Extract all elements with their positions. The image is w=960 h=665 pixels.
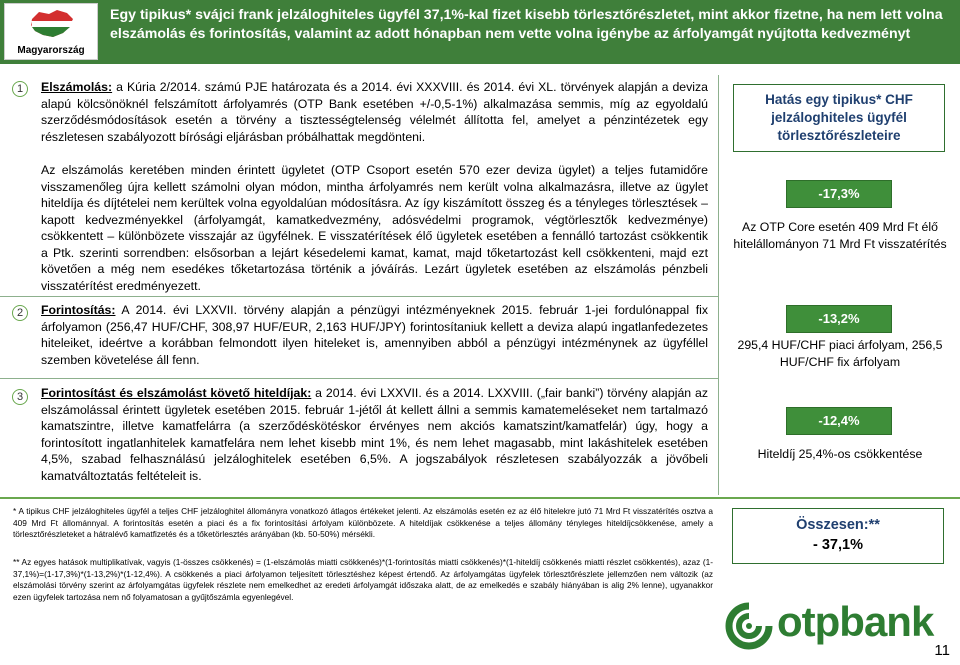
section-2-text xyxy=(41,302,708,368)
section-3-label: Forintosítást és elszámolást követő hiteldíjak: xyxy=(41,386,312,400)
section-number-3: 3 xyxy=(12,389,28,405)
summary-label: Összesen:** xyxy=(796,517,880,533)
impact-text-conversion: 295,4 HUF/CHF piaci árfolyam, 256,5 HUF/CHF fix árfolyam xyxy=(737,338,943,369)
section-number-1: 1 xyxy=(12,81,28,97)
section-1-body: a Kúria 2/2014. számú PJE határozata és a 2014. évi XXXVIII. és 2014. évi XL. törvények alapján a deviza alapú kölcsönöknél felszámított árfolyamrés (OTP Bank esetében +/-0,5-1%) alkalmazása semmis, míg az egyoldalú szerződésmódosítások esetén a törvény a tisztességtelenség vélelmét állította fel, amelyet a pénzintézetek egy részletesen szabályozott bírósági eljárásban próbálhattak megdönteni. xyxy=(41,80,708,144)
section-2-body: A 2014. évi LXXVII. törvény alapján a pénzügyi intézményeknek 2015. február 1-jei fordulónappal fix árfolyamon (256,47 HUF/CHF, 308,97 HUF/EUR, 2,163 HUF/JPY) forintosítaniuk kellett a deviza alapú ingatlanfedezetes hiteleiket, ideértve a korábban felmondott ilyen hiteleket is, amennyiben abból a pénzügyi intézménynek az ügyféllel szemben követelése áll fenn. xyxy=(41,303,708,367)
summary-box xyxy=(732,508,944,564)
impact-badge-fees: -12,4% xyxy=(786,407,892,435)
country-label: Magyarország xyxy=(17,45,85,56)
footer-divider xyxy=(0,497,960,499)
impact-badge-settlement: -17,3% xyxy=(786,180,892,208)
slide-header xyxy=(0,0,960,64)
page-number: 11 xyxy=(934,642,950,659)
logo-text: otpbank xyxy=(777,598,934,645)
country-flag-box xyxy=(4,3,98,60)
footnote-1: * A tipikus CHF jelzáloghiteles ügyfél a teljes CHF jelzáloghitel állományra vonatkozó átlagos értékeket jelenti. Az elszámolás esetén ez az élő hitelekre jutó 71 Mrd Ft visszatérítés osztva a 409 Mrd Ft állománnyal. A forintosítás esetén a piaci és a fix forintosítási árfolyam különbözete. A hiteldíjak csökkenése a teljes állomány tényleges hiteldíjcsökkenése, amely a törlesztőrészleteket a hátralévő kamatfizetés és a tőketörlesztés arányában (kb. 50-50%) mérsékli. xyxy=(13,506,713,540)
hungary-map-icon xyxy=(29,7,75,41)
section-2-label: Forintosítás: xyxy=(41,303,116,317)
impact-badge-conversion: -13,2% xyxy=(786,305,892,333)
slide-title: Egy tipikus* svájci frank jelzáloghiteles ügyfél 37,1%-kal fizet kisebb törlesztőrészletet, mint akkor fizetne, ha nem lett volna elszámolás és forintosítás, valamint az adott hónapban nem vette volna igénybe az árfolyamgát nyújtotta kedvezményt xyxy=(110,7,943,42)
summary-value: - 37,1% xyxy=(813,537,863,553)
impact-text-settlement: Az OTP Core esetén 409 Mrd Ft élő hitelállományon 71 Mrd Ft visszatérítés xyxy=(733,220,947,251)
section-1-text xyxy=(41,79,708,145)
otp-swirl-icon xyxy=(724,602,774,650)
impact-text-fees: Hiteldíj 25,4%-os csökkentése xyxy=(757,447,923,461)
section-1-label: Elszámolás: xyxy=(41,80,113,94)
section-3-body: a 2014. évi LXXVII. és a 2014. LXXVIII. („fair banki”) törvény alapján az elszámolással érintett ügyletek esetében 2015. február 1-jétől át kellett állni a semmis kamatemeléseket nem tartalmazó kamatszintre, illetve kamatfelárra (a szerződéskötéskor érvényes nem akciós kamatszint/kamatfelár) úgy, hogy a forintosított ingatlanhitelek kamatfelára nem lehet kisebb mint 1%, és nem lehet magasabb, mint lakáshitelek esetében 4,5%, szabad felhasználású jelzáloghitelek esetében 6,5%. A jogszabályok részletesen szabályozzák a jövőbeli kamatváltoztatás feltételeit is. xyxy=(41,386,708,483)
impact-title-box: Hatás egy tipikus* CHF jelzáloghiteles ügyfél törlesztőrészleteire xyxy=(733,84,945,152)
section-1-paragraph-2: Az elszámolás keretében minden érintett ügyletet (OTP Csoport esetén 570 ezer deviza ügylet) a teljes futamidőre visszamenőleg újra kellett számolni olyan módon, mintha árfolyamrés nem került volna alkalmazásra, illetve az ügylet hiteldíja és díjtételei nem kerültek volna egyoldalúan módosításra. Az így kiszámított összeg és a tényleges törlesztések – kapott kedvezményekkel (árfolyamgát, kamatkedvezmény, adósvédelmi programok, végtörlesztők kedvezménye) csökkentett – különbözete visszajár az ügyfélnek. E visszatérítések élő ügyletek esetében a fennálló tartozást csökkentik a Ptk. szerinti sorrendben: elsősorban a lejárt késedelemi kamat, kamat, majd tőketartozást kell csökkenteni, majd ezt követően a még nem esedékes tőketartozása történik a jóváírás. Lezárt ügyletek esetében az elszámolás pénzbeli visszatérítést eredményezett. xyxy=(41,163,708,293)
section-divider xyxy=(0,296,718,297)
column-divider xyxy=(718,75,719,495)
section-divider xyxy=(0,378,718,379)
section-number-2: 2 xyxy=(12,305,28,321)
otpbank-logo xyxy=(724,598,934,650)
section-3-text xyxy=(41,385,708,484)
footnote-2: ** Az egyes hatások multiplikatívak, vagyis (1-összes csökkenés) = (1-elszámolás miatti csökkenés)*(1-forintosítás miatti csökkenés)*(1-hiteldíj csökkenés miatti részlet csökkentés), azaz (1-37,1%)=(1-17,3%)*(1-13,2%)*(1-12,4%). A csökkenés a piaci árfolyamon teljesített törlesztéshez képest értendő. Az árfolyamgátas ügyfelek törlesztőrészlete jellemzően nem változik (az elszámolási törvény szerint az árfolyamgátas ügyfelek részlete nem emelkedhet az eredeti árfolyamgát időszaka alatt, de az emelkedés e szabály hiányában is alig 2% lenne), ugyanakkor ezen ügyfelek tartozása nem nő folyamatosan a gyűjtőszámla egyenlegével. xyxy=(13,557,713,602)
